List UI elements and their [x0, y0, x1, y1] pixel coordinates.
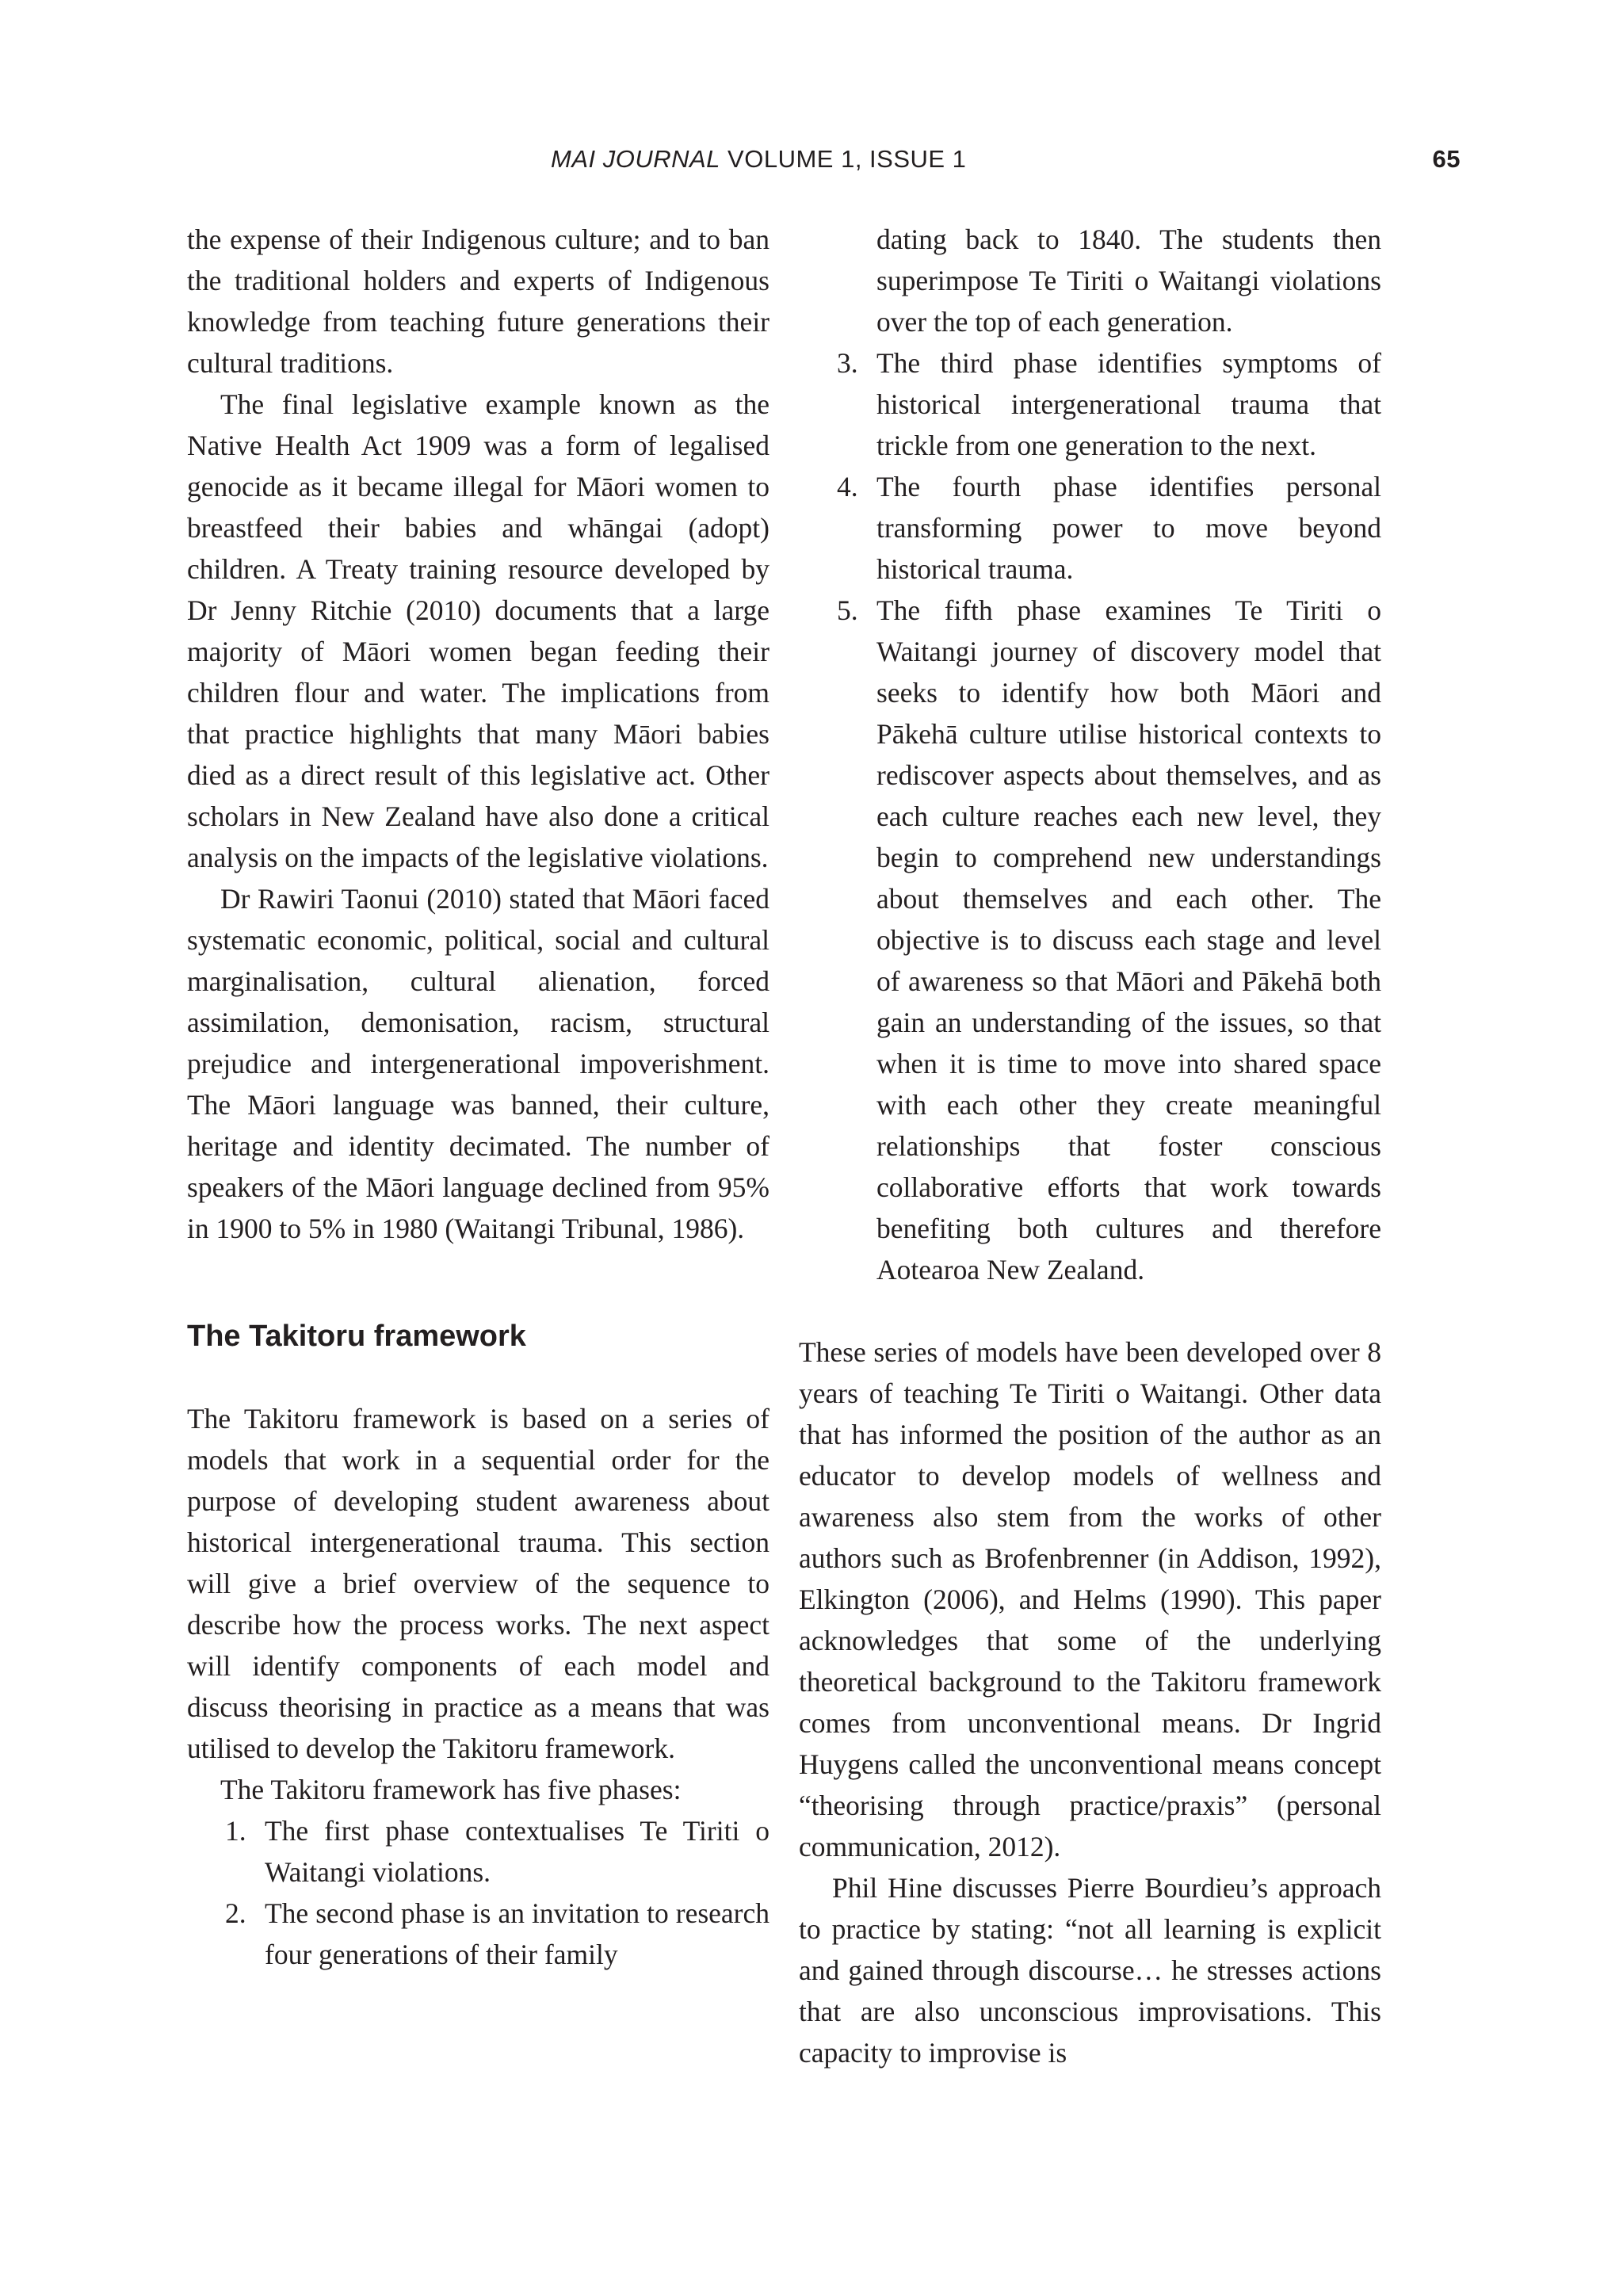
list-item-text: The third phase identifies symptoms of historical intergenerational trauma that trickle from one generation to the next. [876, 347, 1381, 461]
paragraph-taonui: Dr Rawiri Taonui (2010) stated that Māori faced systematic economic, political, social and cultural marginalisation, cultural alienation, forced assimilation, demonisation, racism, structural prejudice and intergenerational impoverishment. The Māori language was banned, their culture, heritage and identity decimated. The number of speakers of the Māori language declined from 95% in 1900 to 5% in 1980 (Waitangi Tribunal, 1986). [187, 883, 769, 1244]
phases-list-continued [799, 342, 1381, 1290]
list-number: 3. [837, 347, 858, 379]
section-heading: The Takitoru framework [187, 1320, 526, 1353]
running-head [0, 145, 1623, 177]
journal-header [551, 145, 966, 174]
paragraph-phases-intro: The Takitoru framework has five phases: [220, 1774, 682, 1805]
paragraph-hine: Phil Hine discusses Pierre Bourdieu’s approach to practice by stating: “not all learning is explicit and gained through discourse… he stresses actions that are also unconscious improvisations. This capacity to improvise is [799, 1872, 1381, 2069]
list-number: 2. [225, 1897, 246, 1929]
left-column [187, 219, 769, 1975]
list-item [799, 342, 1381, 466]
list-item-text: The fifth phase examines Te Tiriti o Waitangi journey of discovery model that seeks to identify how both Māori and Pākehā culture utilise historical contexts to rediscover aspects about themselves, and as each culture reaches each new level, they begin to comprehend new understandings about themselves and each other. The objective is to discuss each stage and level of awareness so that Māori and Pākehā both gain an understanding of the issues, so that when it is time to move into shared space with each other they create meaningful relationships that foster conscious collaborative efforts that work towards benefiting both cultures and therefore Aotearoa New Zealand. [876, 594, 1381, 1286]
list-item [799, 590, 1381, 1290]
list-number: 5. [837, 594, 858, 626]
list-item [187, 1893, 769, 1975]
right-column [799, 219, 1381, 2073]
phases-list [187, 1810, 769, 1975]
list-item-continued: dating back to 1840. The students then superimpose Te Tiriti o Waitangi violations over the top of each generation. [876, 223, 1381, 338]
section-spacer [187, 1249, 769, 1316]
paragraph-models: These series of models have been developed over 8 years of teaching Te Tiriti o Waitangi. Other data that has informed the position of the author as an educator to develop models of wellness and awareness also stem from the works of other authors such as Brofenbrenner (in Addison, 1992), Elkington (2006), and Helms (1990). This paper acknowledges that some of the underlying theoretical background to the Takitoru framework comes from unconventional means. Dr Ingrid Huygens called the unconventional means concept “theorising through practice/praxis” (personal communication, 2012). [799, 1336, 1381, 1862]
list-item [187, 1810, 769, 1893]
paragraph-continued: the expense of their Indigenous culture; and to ban the traditional holders and experts of Indigenous knowledge from teaching future generations their cultural traditions. [187, 223, 769, 379]
paragraph-native-health-act: The final legislative example known as the Native Health Act 1909 was a form of legalised genocide as it became illegal for Māori women to breastfeed their babies and whāngai (adopt) children. A Treaty training resource developed by Dr Jenny Ritchie (2010) documents that a large majority of Māori women began feeding their children flour and water. The implications from that practice highlights that many Māori babies died as a direct result of this legislative act. Other scholars in New Zealand have also done a critical analysis on the impacts of the legislative violations. [187, 388, 769, 873]
volume-issue: VOLUME 1, ISSUE 1 [727, 145, 967, 173]
paragraph-framework: The Takitoru framework is based on a series of models that work in a sequential order for the purpose of developing student awareness about historical intergenerational trauma. This section will give a brief overview of the sequence to describe how the process works. The next aspect will identify components of each model and discuss theorising in practice as a means that was utilised to develop the Takitoru framework. [187, 1403, 769, 1764]
page-number: 65 [1432, 145, 1461, 173]
list-item [799, 466, 1381, 590]
list-number: 4. [837, 471, 858, 502]
section-spacer [799, 1290, 1381, 1331]
list-item-text: The second phase is an invitation to research four generations of their family [265, 1897, 769, 1970]
list-item-text: The first phase contextualises Te Tiriti o Waitangi violations. [265, 1815, 769, 1888]
list-number: 1. [225, 1815, 246, 1847]
list-item-text: The fourth phase identifies personal transforming power to move beyond historical trauma. [876, 471, 1381, 585]
section-spacer [187, 1357, 769, 1398]
journal-title: MAI JOURNAL [551, 145, 720, 173]
